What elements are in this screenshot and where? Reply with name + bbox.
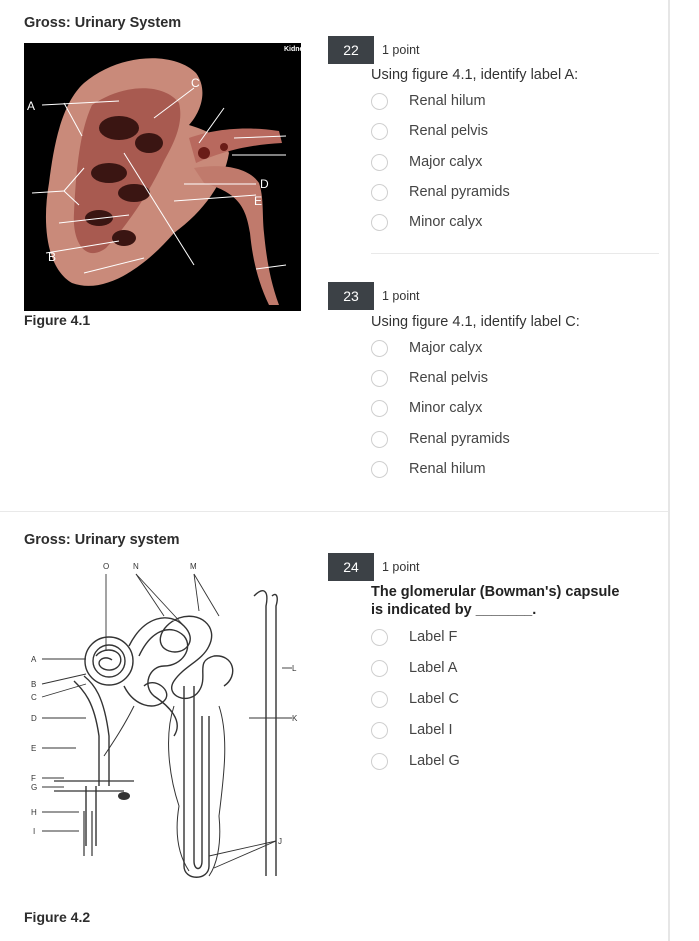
radio-circle-icon[interactable] [371,400,388,417]
option-label: Label I [409,722,453,738]
option-label: Renal pelvis [409,123,488,139]
question-22-option-3[interactable] [371,151,483,173]
label-f-fig2: F [31,774,36,783]
figure-4-2-caption: Figure 4.2 [24,909,91,925]
question-22-points: 1 point [382,43,420,57]
label-n: N [133,562,139,571]
label-k-fig2: K [292,714,298,723]
question-24-points: 1 point [382,560,420,574]
question-24-option-3[interactable] [371,688,459,710]
question-22-option-5[interactable] [371,211,483,233]
page-right-divider [668,0,670,941]
nephron-figure [24,556,300,906]
label-h-fig2: H [31,808,37,817]
radio-circle-icon[interactable] [371,340,388,357]
radio-circle-icon[interactable] [371,691,388,708]
label-o: O [103,562,110,571]
question-23-text: Using figure 4.1, identify label C: [371,314,580,330]
radio-circle-icon[interactable] [371,214,388,231]
kidney-figure [24,43,308,311]
radio-circle-icon[interactable] [371,753,388,770]
option-label: Major calyx [409,340,483,356]
option-label: Major calyx [409,154,483,170]
radio-circle-icon[interactable] [371,629,388,646]
label-c-fig2: C [31,693,37,702]
question-23-points: 1 point [382,289,420,303]
question-22-option-2[interactable] [371,120,488,142]
label-a: A [27,99,36,113]
label-i-fig2: I [33,827,36,836]
radio-circle-icon[interactable] [371,370,388,387]
radio-circle-icon[interactable] [371,431,388,448]
question-23-number: 23 [328,282,374,310]
label-e: E [254,194,263,208]
question-24-option-2[interactable] [371,657,458,679]
label-g-fig2: G [31,783,38,792]
label-e-fig2: E [31,744,37,753]
radio-circle-icon[interactable] [371,93,388,110]
section-title-urinary-system-2: Gross: Urinary system [24,532,180,548]
label-m: M [190,562,197,571]
question-23-option-2[interactable] [371,367,488,389]
option-label: Renal pelvis [409,370,488,386]
label-l-fig2: L [292,664,297,673]
question-23-option-5[interactable] [371,458,486,480]
label-d: D [260,177,269,191]
label-c: C [191,76,200,90]
question-24-option-1[interactable] [371,626,458,648]
label-b: B [48,250,57,264]
option-label: Renal hilum [409,93,486,109]
question-22-number: 22 [328,36,374,64]
question-24-number: 24 [328,553,374,581]
label-j-fig2: J [278,837,282,846]
option-label: Minor calyx [409,214,483,230]
question-divider [371,253,659,254]
radio-circle-icon[interactable] [371,660,388,677]
question-23-option-4[interactable] [371,428,510,450]
radio-circle-icon[interactable] [371,154,388,171]
question-22-option-4[interactable] [371,181,510,203]
option-label: Label F [409,629,458,645]
question-24-option-5[interactable] [371,750,460,772]
section-title-urinary-system: Gross: Urinary System [24,15,182,31]
question-23-option-1[interactable] [371,337,483,359]
option-label: Renal pyramids [409,184,510,200]
section-divider [0,511,668,512]
question-22-text: Using figure 4.1, identify label A: [371,67,579,83]
label-b-fig2: B [31,680,37,689]
figure-4-1-caption: Figure 4.1 [24,312,91,328]
radio-circle-icon[interactable] [371,123,388,140]
question-24-text: The glomerular (Bowman's) capsule is indicated by _______. [371,584,620,618]
question-22-option-1[interactable] [371,90,486,112]
figure-tag: Kidney [284,46,308,53]
option-label: Label G [409,753,460,769]
option-label: Renal hilum [409,461,486,477]
radio-circle-icon[interactable] [371,184,388,201]
question-24-option-4[interactable] [371,719,453,741]
label-a-fig2: A [31,655,37,664]
question-23-option-3[interactable] [371,397,483,419]
option-label: Label A [409,660,458,676]
option-label: Minor calyx [409,400,483,416]
option-label: Label C [409,691,459,707]
option-label: Renal pyramids [409,431,510,447]
radio-circle-icon[interactable] [371,722,388,739]
radio-circle-icon[interactable] [371,461,388,478]
label-d-fig2: D [31,714,37,723]
